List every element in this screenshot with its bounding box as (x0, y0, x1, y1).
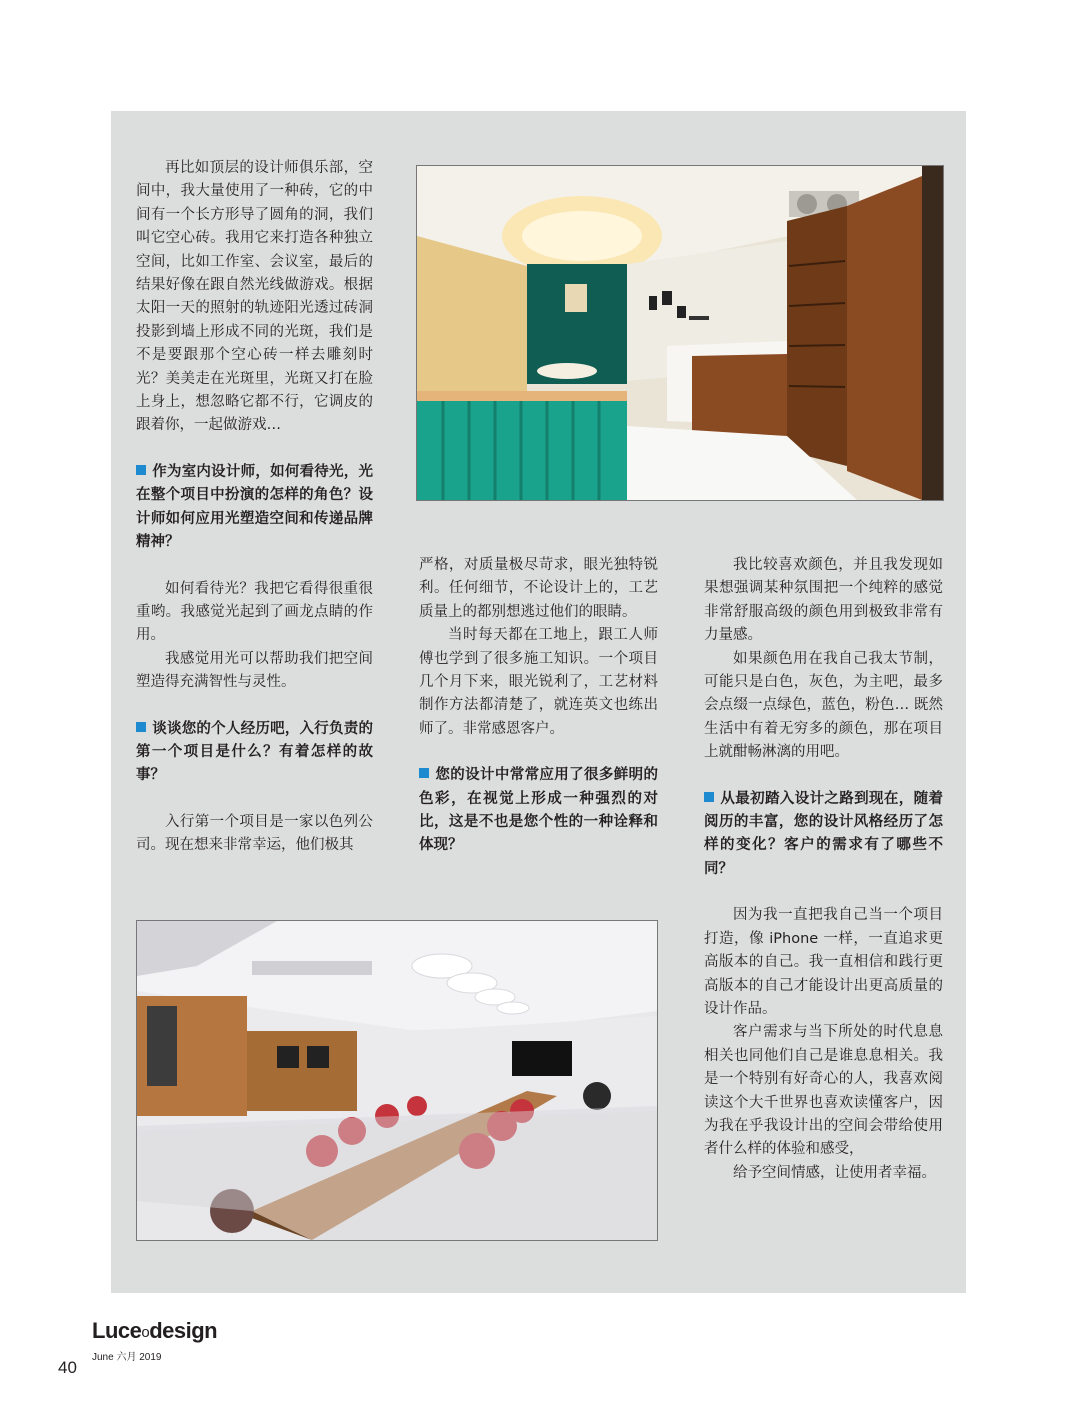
bullet-square-icon (419, 768, 429, 778)
bullet-square-icon (136, 722, 146, 732)
column-3 (704, 554, 943, 1185)
paragraph: 如果颜色用在我自己我太节制，可能只是白色，灰色，为主吧，最多会点缀一点绿色，蓝色，粉色… 既然生活中有着无穷多的颜色，那在项目上就酣畅淋漓的用吧。 (704, 650, 943, 761)
paragraph: 严格，对质量极尽苛求，眼光独特锐利。任何细节，不论设计上的，工艺质量上的都别想逃过他们的眼睛。 (419, 557, 658, 620)
issue-date: June 六月 2019 (92, 1352, 162, 1363)
paragraph: 我比较喜欢颜色，并且我发现如果想强调某种氛围把一个纯粹的感觉非常舒服高级的颜色用到极致非常有力量感。 (704, 557, 943, 644)
paragraph: 我感觉用光可以帮助我们把空间塑造得充满智性与灵性。 (136, 650, 373, 691)
magazine-logo: Luceodesign (92, 1318, 218, 1343)
paragraph: 入行第一个项目是一家以色列公司。现在想来非常幸运，他们极其 (136, 813, 373, 854)
column-2 (419, 554, 658, 858)
bullet-square-icon (136, 465, 146, 475)
question-heading: 您的设计中常常应用了很多鲜明的色彩，在视觉上形成一种强烈的对比，这是不也是您个性的一种诠释和体现？ (419, 767, 658, 854)
question-heading: 从最初踏入设计之路到现在，随着阅历的丰富，您的设计风格经历了怎样的变化？客户的需求有了哪些不同？ (704, 790, 943, 877)
photo-club-room (416, 165, 944, 501)
page-number: 40 (58, 1358, 77, 1377)
paragraph: 再比如顶层的设计师俱乐部，空间中，我大量使用了一种砖，它的中间有一个长方形导了圆角的洞，我们叫它空心砖。我用它来打造各种独立空间，比如工作室、会议室，最后的结果好像在跟自然光线做游戏。根据太阳一天的照射的轨迹阳光透过砖洞投影到墙上形成不同的光斑，我们是不是要跟那个空心砖一样去雕刻时光？美美走在光斑里，光斑又打在脸上身上，想忽略它都不行，它调皮的跟着你，一起做游戏… (136, 160, 373, 434)
bullet-square-icon (704, 792, 714, 802)
paragraph: 如何看待光？我把它看得很重很重哟。我感觉光起到了画龙点睛的作用。 (136, 580, 373, 644)
paragraph: 当时每天都在工地上，跟工人师傅也学到了很多施工知识。一个项目几个月下来，眼光锐利了，工艺材料制作方法都清楚了，就连英文也练出师了。非常感恩客户。 (419, 627, 658, 737)
photo-meeting-room (136, 920, 658, 1241)
question-heading: 作为室内设计师，如何看待光，光在整个项目中扮演的怎样的角色？设计师如何应用光塑造空间和传递品牌精神？ (136, 463, 373, 551)
paragraph: 给予空间情感，让使用者幸福。 (733, 1164, 936, 1181)
paragraph: 因为我一直把我自己当一个项目打造，像 iPhone 一样，一直追求更高版本的自己。我一直相信和践行更高版本的自己才能设计出更高质量的设计作品。 (704, 907, 943, 1017)
question-heading: 谈谈您的个人经历吧，入行负责的第一个项目是什么？有着怎样的故事？ (136, 720, 373, 784)
paragraph: 客户需求与当下所处的时代息息相关也同他们自己是谁息息相关。我是一个特别有好奇心的人，我喜欢阅读这个大千世界也喜欢读懂客户，因为我在乎我设计出的空间会带给使用者什么样的体验和感受， (704, 1024, 943, 1158)
column-1 (136, 157, 373, 858)
